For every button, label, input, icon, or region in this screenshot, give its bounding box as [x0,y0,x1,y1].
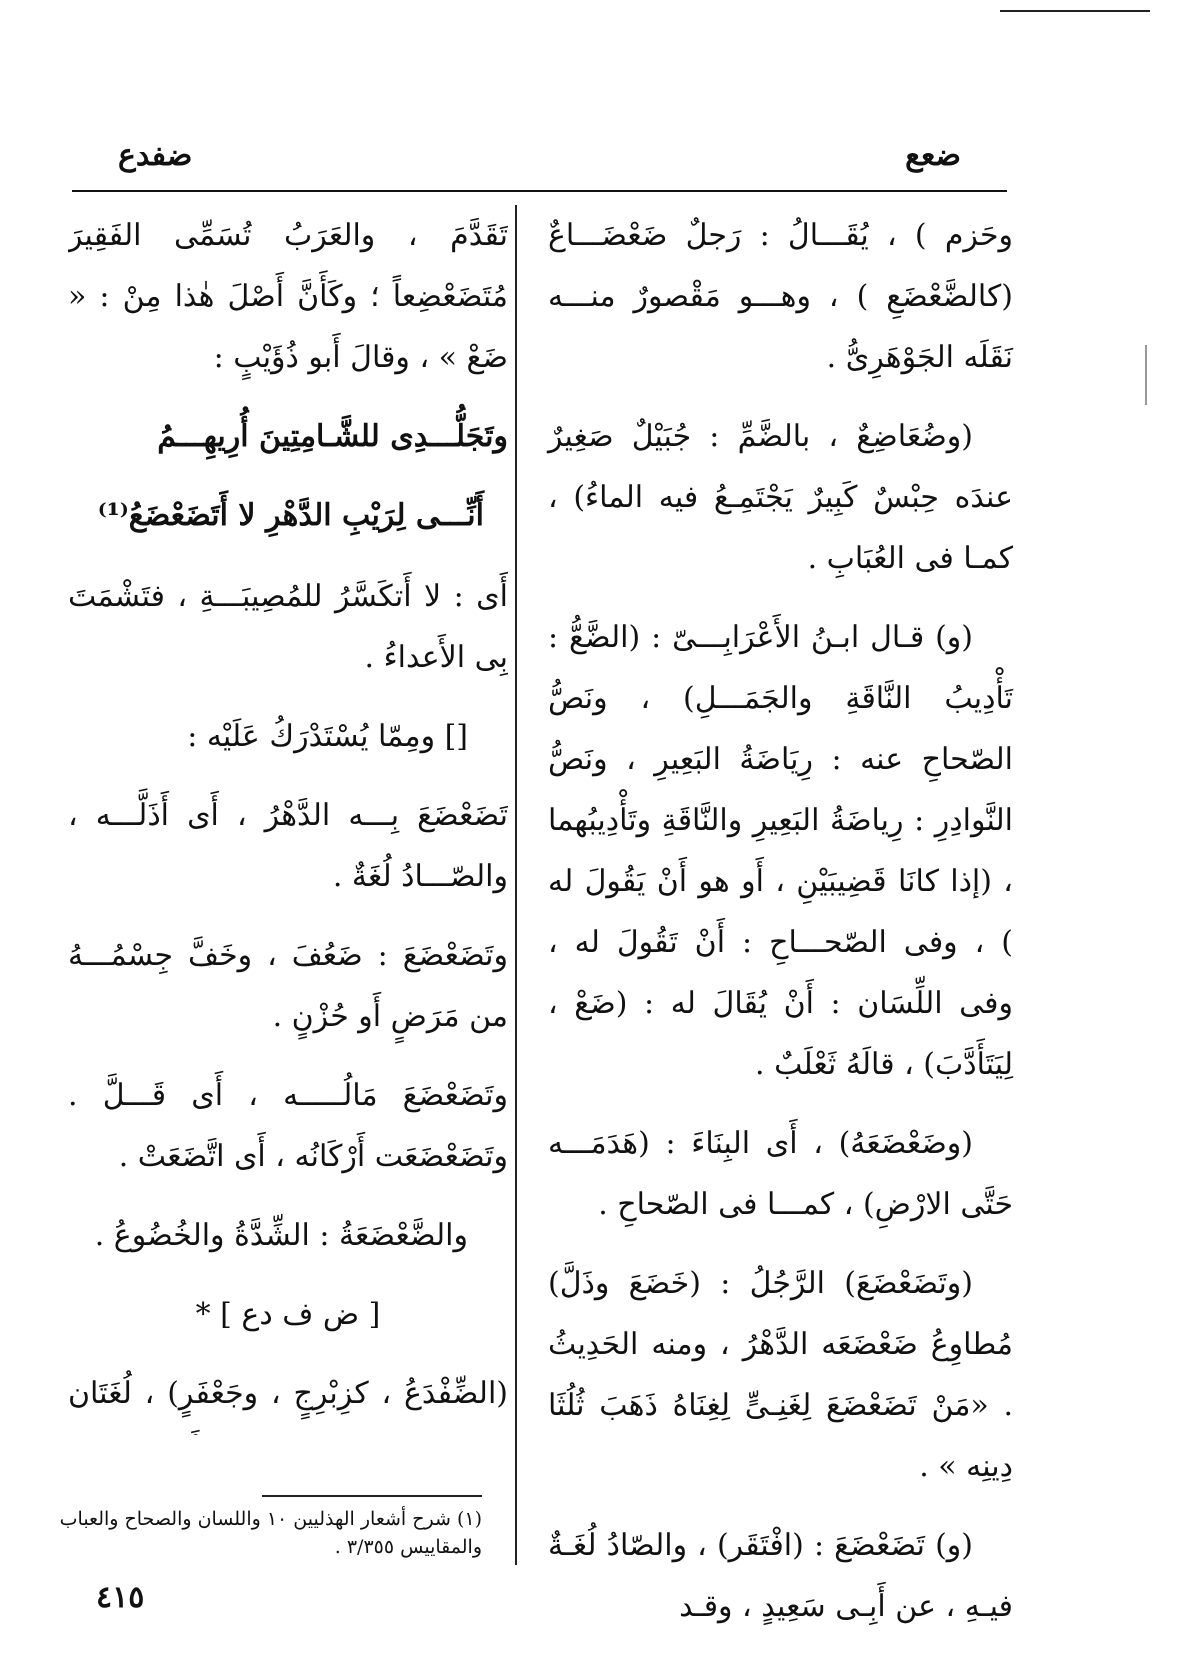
paragraph: وتَضَعْضَعَ : ضَعُفَ ، وخَفَّ جِسْمُـــهُ من مَرَضٍ أَو حُزْنٍ . [68,938,508,1034]
left-column [68,205,508,1435]
paragraph: (وضُعَاضِعٌ ، بالضَّمِّ : جُبَيْلٌ صَغِيرٌ عندَه حِبْسٌ كَبِيرٌ يَجْتَمِـعُ فيه الماءُ) ، كمـا فى العُبَابِ . [548,419,1013,576]
addendum-heading: [] ومِمّا يُسْتَدْرَكُ عَلَيْه : [187,719,468,754]
paragraph: تَضَعْضَعَ بِـــه الدَّهْرُ ، أَى أَذَلَّـــه ، والصّـــادُ لُغَةٌ . [68,798,508,894]
footnote: (١) شرح أشعار الهذليين ١٠ واللسان والصحاح والعباب والمقاييس ٣/٣٥٥ . [59,1508,482,1558]
paragraph: تَقَدَّمَ ، والعَرَبُ تُسَمِّى الفَقِيرَ مُتَضَعْضِعاً ؛ وكَأَنَّ أَصْلَ هٰذا مِنْ : « ضَعْ » ، وقالَ أَبو ذُؤَيْبٍ : [68,218,508,375]
paragraph: (و) تَضَعْضَعَ : (افْتَقَر) ، والصّادُ لُغَـةٌ فيـهِ ، عن أَبِـى سَعِيدٍ ، وقـد [548,1528,1013,1624]
running-header-right: ضعع [905,138,961,173]
right-column [548,205,1013,1655]
top-edge-rule [1000,10,1150,12]
verse-line: أَنِّـــى لِرَيْبِ الدَّهْرِ لا أَتَضَعْضَعُ⁽¹⁾ [97,498,484,533]
paragraph: (و) قـال ابـنُ الأَعْرَابِـــىّ : (الضَّعُّ : تَأْدِيبُ النَّاقَةِ والجَمَـــلِ) ، ونَصُّ الصّحاحِ عنه : رِيَاضَةُ البَعِيرِ ، ونَصُّ النَّوادِرِ : رِياضَةُ البَعِيرِ والنَّاقَةِ وتَأْدِيبُهما ، (إذا كانَا قَضِيبَيْنِ ، أَو هو أَنْ يَقُولَ له ) ، وفى الصّحـــاحِ : أَنْ تَقُولَ له ، وفى اللِّسَان : أَنْ يُقَالَ له : (ضَعْ ، لِيَتَأَدَّبَ) ، قالَهُ ثَعْلَبٌ . [548,620,1013,1082]
footnote-rule [262,1495,482,1497]
header-rule [72,190,1007,192]
root-heading: [ ض ف دع ] * [195,1297,381,1332]
paragraph: وتَضَعْضَعَ مَالُـــــه ، أَى قَـــلَّ . وتَضَعْضَعَت أَرْكَانُه ، أَى اتَّضَعَتْ . [68,1078,508,1174]
running-header-left: ضفدع [118,138,193,173]
paragraph: (الضِّفْدَعُ ، كزِبْرِجٍ ، وجَعْفَرٍ) ، لُغَتَان [68,1376,508,1411]
verse-line: وتَجَلُّـــدِى للشَّـامِتِينَ أُرِيهِـــمُ [157,419,508,454]
paragraph: (وتَضَعْضَعَ) الرَّجُلُ : (خَضَعَ وذَلَّ) مُطاوِعُ ضَعْضَعَه الدَّهْرُ ، ومنه الحَدِيثُ . «مَنْ تَضَعْضَعَ لِغَنِـىٍّ لِغِنَاهُ ذَهَبَ ثُلُثَا دِينِه » . [548,1266,1013,1484]
paragraph: والضَّعْضَعَةُ : الشِّدَّةُ والخُضُوعُ . [94,1218,468,1253]
paragraph: (وضَعْضَعَهُ) ، أَى البِنَاءَ : (هَدَمَـــه حَتَّى الارْضِ) ، كمـــا فى الصّحاحِ . [548,1126,1013,1222]
column-divider [515,205,517,1565]
paragraph: أَى : لا أَتكَسَّرُ للمُصِيبَـــةِ ، فتَشْمَتَ بِى الأَعداءُ . [68,579,508,675]
paragraph: وحَزم ) ، يُقَـــالُ : رَجلٌ ضَعْضَـــاعٌ (كالضَّعْضَعِ ) ، وهـــو مَقْصورٌ منـــه نَقَلَه الجَوْهَرِىُّ . [548,218,1013,375]
page-number: ٤١٥ [96,1580,145,1615]
margin-mark [1145,345,1147,405]
